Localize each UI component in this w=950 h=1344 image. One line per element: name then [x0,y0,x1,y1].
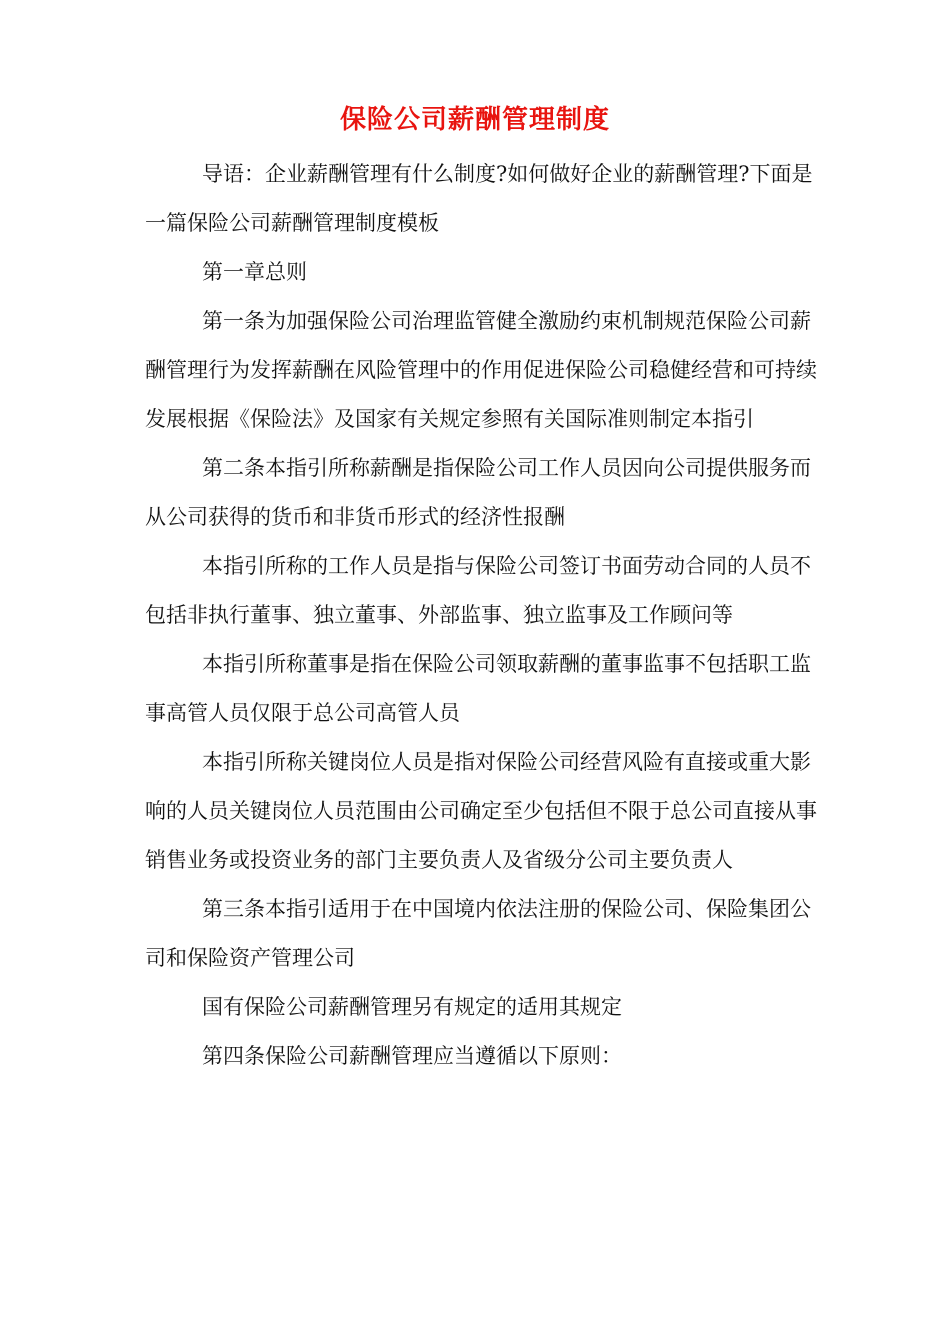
paragraph-director-definition: 本指引所称董事是指在保险公司领取薪酬的董事监事不包括职工监事高管人员仅限于总公司高管人员 [145,652,811,725]
paragraph-intro: 导语：企业薪酬管理有什么制度?如何做好企业的薪酬管理?下面是一篇保险公司薪酬管理制度模板 [145,162,813,235]
paragraph-article-2: 第二条本指引所称薪酬是指保险公司工作人员因向公司提供服务而从公司获得的货币和非货币形式的经济性报酬 [145,456,811,529]
paragraph-key-position-definition: 本指引所称关键岗位人员是指对保险公司经营风险有直接或重大影响的人员关键岗位人员范围由公司确定至少包括但不限于总公司直接从事销售业务或投资业务的部门主要负责人及省级分公司主要负责人 [145,750,817,872]
paragraph-chapter-heading: 第一章总则 [202,260,307,284]
paragraph-state-owned-note: 国有保险公司薪酬管理另有规定的适用其规定 [202,995,622,1019]
paragraph-article-1: 第一条为加强保险公司治理监管健全激励约束机制规范保险公司薪酬管理行为发挥薪酬在风险管理中的作用促进保险公司稳健经营和可持续发展根据《保险法》及国家有关规定参照有关国际准则制定本指引 [145,309,817,431]
paragraph-article-3: 第三条本指引适用于在中国境内依法注册的保险公司、保险集团公司和保险资产管理公司 [145,897,811,970]
document-title: 保险公司薪酬管理制度 [339,105,610,135]
document-body [145,150,820,1081]
paragraph-article-4: 第四条保险公司薪酬管理应当遵循以下原则： [202,1044,622,1068]
paragraph-staff-definition: 本指引所称的工作人员是指与保险公司签订书面劳动合同的人员不包括非执行董事、独立董事、外部监事、独立监事及工作顾问等 [145,554,811,627]
